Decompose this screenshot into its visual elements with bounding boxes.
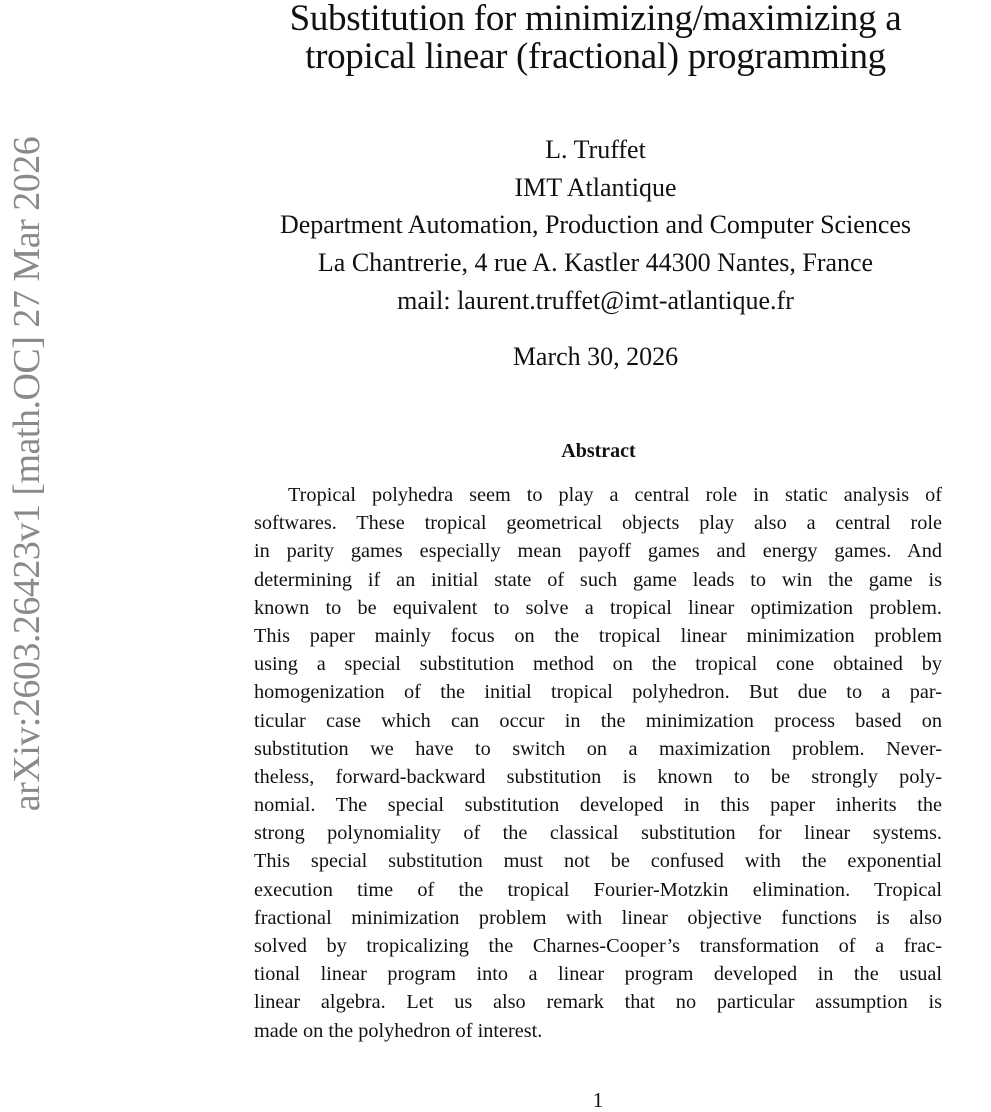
abstract-line: nomial. The special substitution developed in this paper inherits the [254, 794, 942, 817]
abstract-line: linear algebra. Let us also remark that no particular assumption is [254, 991, 942, 1014]
abstract-line: This special substitution must not be confused with the exponential [254, 850, 942, 873]
abstract-line: fractional minimization problem with linear objective functions is also [254, 906, 942, 929]
abstract-line: using a special substitution method on the tropical cone obtained by [254, 653, 942, 676]
abstract-line: determining if an initial state of such game leads to win the game is [254, 568, 942, 591]
abstract-line: tional linear program into a linear program developed in the usual [254, 963, 942, 986]
paper-title [200, 0, 991, 76]
abstract-line: in parity games especially mean payoff games and energy games. And [254, 540, 942, 563]
author-institution: IMT Atlantique [514, 172, 677, 202]
abstract-line: ticular case which can occur in the minimization process based on [254, 709, 942, 732]
abstract-line: softwares. These tropical geometrical objects play also a central role [254, 512, 942, 535]
author-email: mail: laurent.truffet@imt-atlantique.fr [397, 285, 794, 315]
abstract-heading: Abstract [561, 440, 636, 462]
arxiv-identifier-stamp: arXiv:2603.26423v1 [math.OC] 27 Mar 2026 [6, 136, 48, 812]
abstract-line: This paper mainly focus on the tropical linear minimization problem [254, 624, 942, 647]
abstract-line: substitution we have to switch on a maximization problem. Never- [254, 737, 942, 760]
author-block [200, 131, 991, 320]
abstract-line: theless, forward-backward substitution is known to be strongly poly- [254, 765, 942, 788]
author-name: L. Truffet [545, 135, 646, 164]
abstract-line: strong polynomiality of the classical substitution for linear systems. [254, 822, 942, 845]
abstract-body [254, 481, 942, 1045]
abstract-line: execution time of the tropical Fourier-Motzkin elimination. Tropical [254, 878, 942, 901]
page-number: 1 [592, 1088, 604, 1112]
abstract-line: made on the polyhedron of interest. [254, 1019, 543, 1042]
title-line-1: Substitution for minimizing/maximizing a [289, 0, 902, 39]
abstract-line: homogenization of the initial tropical polyhedron. But due to a par- [254, 681, 942, 704]
author-address: La Chantrerie, 4 rue A. Kastler 44300 Nantes, France [317, 248, 874, 278]
abstract-line: known to be equivalent to solve a tropical linear optimization problem. [254, 596, 942, 619]
abstract-line: solved by tropicalizing the Charnes-Cooper’s transformation of a frac- [254, 935, 942, 957]
title-line-2: tropical linear (fractional) programming [305, 36, 886, 77]
author-department: Department Automation, Production and Computer Sciences [279, 210, 912, 240]
paper-date: March 30, 2026 [512, 342, 679, 371]
abstract-line: Tropical polyhedra seem to play a central role in static analysis of [288, 484, 942, 506]
